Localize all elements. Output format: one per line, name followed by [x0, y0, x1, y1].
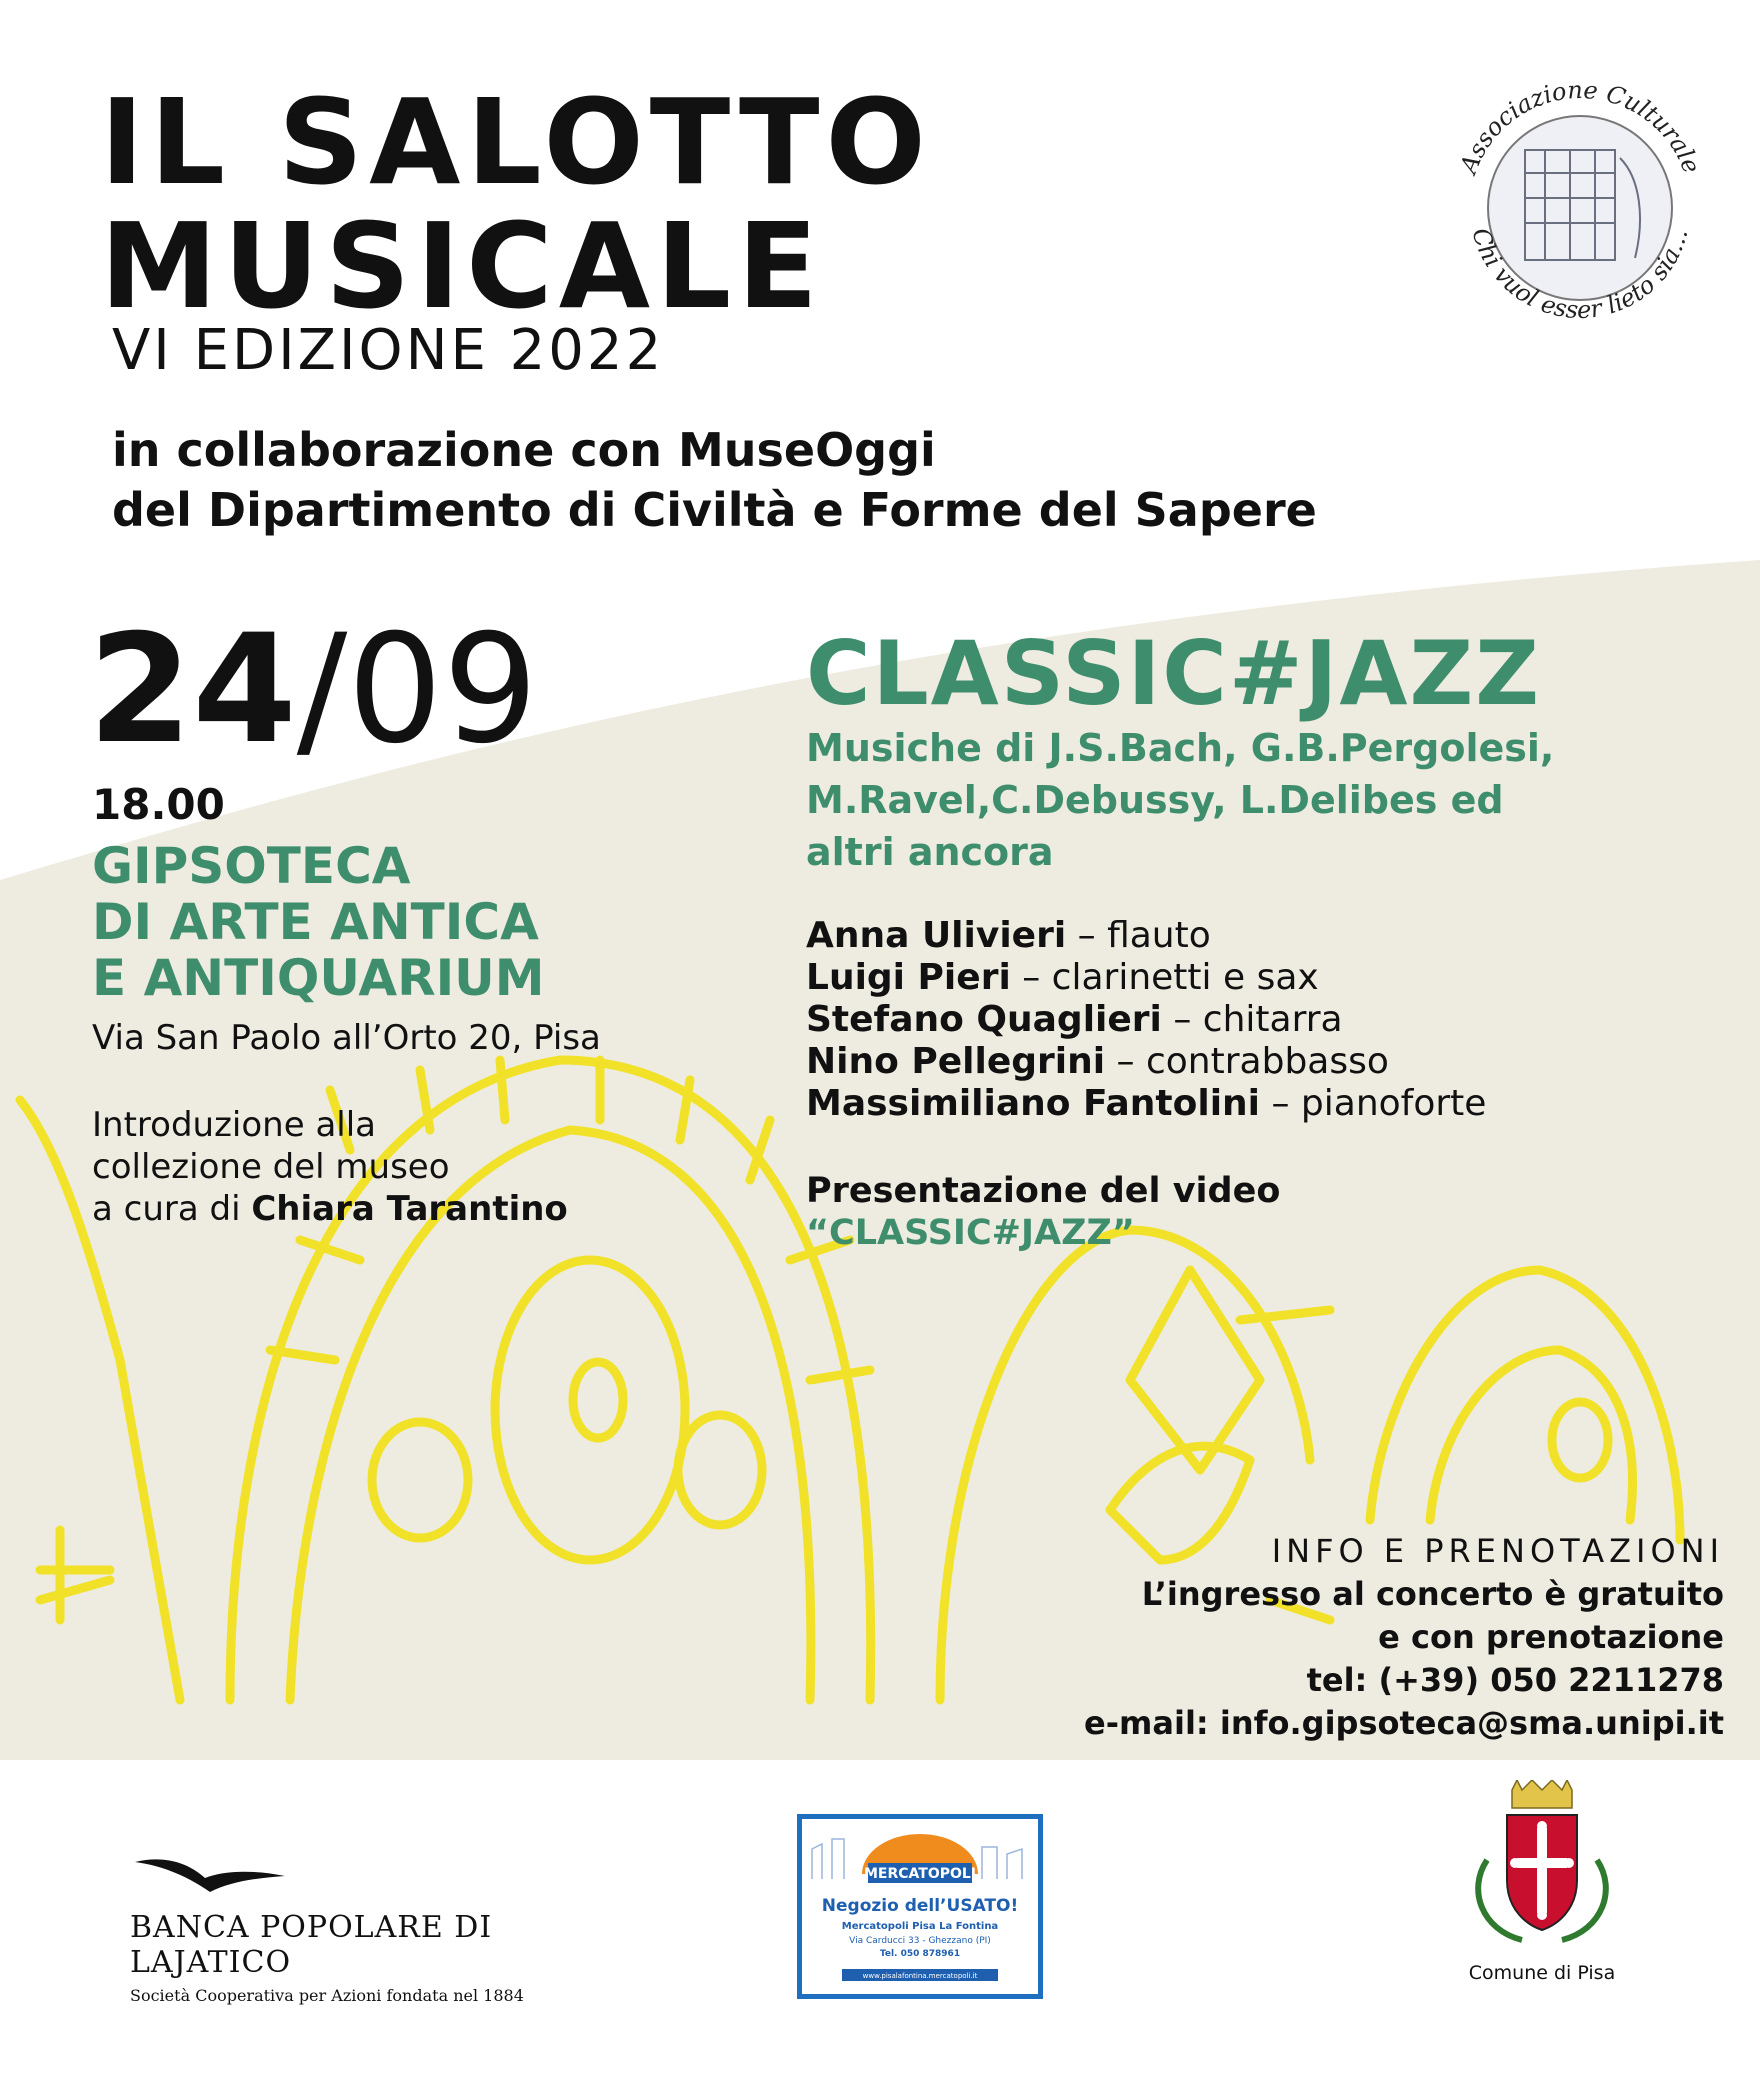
- date-month: /09: [296, 603, 539, 777]
- info-line-2: e con prenotazione: [1378, 1618, 1724, 1656]
- edition-label: VI EDIZIONE 2022: [112, 318, 665, 383]
- comune-label: Comune di Pisa: [1468, 1962, 1616, 1984]
- mercatopoli-logo: [802, 1819, 1038, 1994]
- info-heading: INFO E PRENOTAZIONI: [1271, 1532, 1724, 1570]
- music-line-2: M.Ravel,C.Debussy, L.Delibes ed: [806, 778, 1504, 822]
- collab-line-1: in collaborazione con MuseOggi: [112, 423, 936, 477]
- video-line-1: Presentazione del video: [806, 1171, 1281, 1211]
- venue-line-1: GIPSOTECA: [92, 837, 411, 895]
- performer-row: [806, 957, 1486, 999]
- pisa-crest-icon: [1462, 1780, 1622, 1950]
- intro-prefix: a cura di: [92, 1189, 252, 1229]
- bank-logo: [130, 1852, 540, 2005]
- performer-name: Luigi Pieri: [806, 957, 1011, 998]
- merc-web: www.pisalafontina.mercatopoli.it: [862, 1972, 978, 1980]
- title-line-2: MUSICALE: [100, 197, 824, 335]
- merc-line-2: Via Carducci 33 - Ghezzano (PI): [849, 1936, 991, 1946]
- venue-address: Via San Paolo all’Orto 20, Pisa: [92, 1018, 601, 1058]
- venue-line-2: DI ARTE ANTICA: [92, 893, 539, 951]
- performer-name: Massimiliano Fantolini: [806, 1083, 1261, 1124]
- merc-line-1: Mercatopoli Pisa La Fontina: [841, 1921, 999, 1932]
- performer-role: – flauto: [1066, 915, 1211, 956]
- performer-role: – pianoforte: [1260, 1083, 1487, 1124]
- assoc-text-bottom: Chi vuol esser lieto sia...: [1466, 224, 1694, 325]
- music-line-1: Musiche di J.S.Bach, G.B.Pergolesi,: [806, 726, 1555, 770]
- performer-list: [806, 915, 1486, 1125]
- assoc-text-top: Associazione Culturale: [1454, 75, 1706, 178]
- merc-headline: Negozio dell’USATO!: [821, 1896, 1019, 1916]
- mercatopoli-ad: [797, 1814, 1043, 1999]
- info-phone: tel: (+39) 050 2211278: [1306, 1661, 1724, 1699]
- intro-line-1: Introduzione alla: [92, 1105, 377, 1145]
- performer-name: Nino Pellegrini: [806, 1041, 1106, 1082]
- intro-line-2: collezione del museo: [92, 1147, 450, 1187]
- performer-row: [806, 1041, 1486, 1083]
- title-line-1: IL SALOTTO: [100, 73, 932, 211]
- bank-name: BANCA POPOLARE DI LAJATICO: [130, 1910, 493, 1980]
- intro-curator: Chiara Tarantino: [251, 1189, 568, 1229]
- info-line-1: L’ingresso al concerto è gratuito: [1141, 1575, 1724, 1613]
- venue-line-3: E ANTIQUARIUM: [92, 949, 545, 1007]
- music-program: [806, 722, 1626, 878]
- merc-brand: MERCATOPOLI: [863, 1866, 977, 1882]
- performer-role: – clarinetti e sax: [1010, 957, 1319, 998]
- performer-role: – contrabbasso: [1105, 1041, 1389, 1082]
- performer-row: [806, 915, 1486, 957]
- event-date: [88, 603, 539, 777]
- venue-name: [92, 838, 545, 1006]
- performer-role: – chitarra: [1161, 999, 1343, 1040]
- association-logo: [1430, 58, 1730, 338]
- bird-icon: [130, 1852, 290, 1902]
- event-title: [100, 73, 932, 335]
- collab-line-2: del Dipartimento di Civiltà e Forme del Sapere: [112, 483, 1317, 537]
- music-line-3: altri ancora: [806, 830, 1054, 874]
- info-email: e-mail: info.gipsoteca@sma.unipi.it: [1084, 1704, 1724, 1742]
- concert-title: CLASSIC#JAZZ: [806, 622, 1542, 725]
- merc-line-3: Tel. 050 878961: [879, 1949, 961, 1959]
- performer-row: [806, 1083, 1486, 1125]
- event-time: 18.00: [92, 780, 225, 829]
- intro-line-3: [92, 1188, 568, 1230]
- performer-name: Stefano Quaglieri: [806, 999, 1162, 1040]
- video-presentation: [806, 1170, 1280, 1254]
- info-block: [1084, 1530, 1724, 1745]
- collaboration-text: [112, 420, 1317, 540]
- bank-subtitle: Società Cooperativa per Azioni fondata nel 1884: [130, 1986, 524, 2005]
- performer-name: Anna Ulivieri: [806, 915, 1067, 956]
- performer-row: [806, 999, 1486, 1041]
- intro-text: [92, 1104, 568, 1230]
- comune-pisa-logo: [1462, 1780, 1622, 1984]
- date-day: 24: [88, 603, 297, 777]
- video-line-2: “CLASSIC#JAZZ”: [806, 1213, 1135, 1253]
